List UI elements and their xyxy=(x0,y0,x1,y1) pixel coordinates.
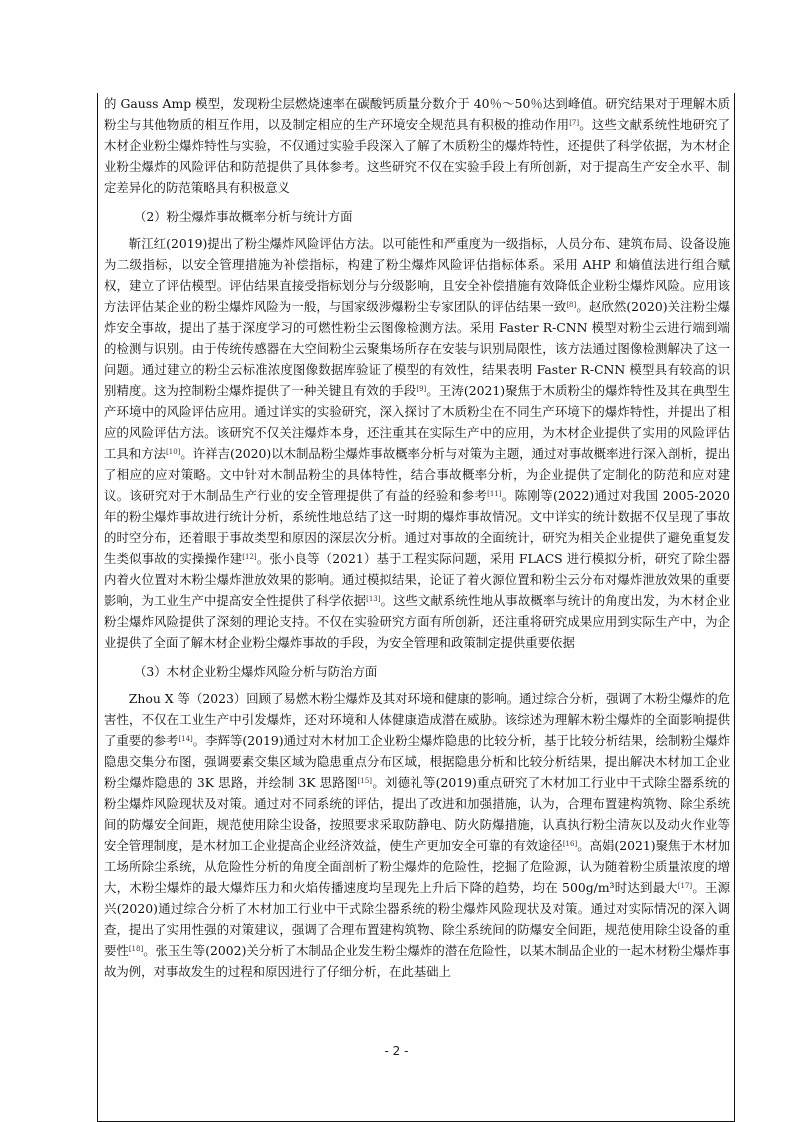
citation-marker: [8] xyxy=(566,301,577,309)
citation-marker: [16] xyxy=(562,840,578,848)
citation-marker: [18] xyxy=(128,945,144,953)
body-paragraph xyxy=(104,688,730,982)
body-paragraph xyxy=(104,233,730,653)
text-run: 靳江红(2019)提出了粉尘爆炸风险评估方法。以可能性和严重度为一级指标，人员分布、建筑布局、设备设施为二级指标，以安全管理措施为补偿指标，构建了粉尘爆炸风险评估指标体系。采用 AHP 和熵值法进行组合赋权，建立了评估模型。评估结果直接受指标划分与分级影响，且安全补偿措施有效降低企业粉尘爆炸风险。应用该方法评估某企业的粉尘爆炸风险为一般，与国家级涉爆粉尘专家团队的评估结果一致 xyxy=(104,236,730,314)
citation-marker: [13] xyxy=(366,595,381,603)
document-body xyxy=(104,93,730,982)
text-run: （3）木材企业粉尘爆炸风险分析与防治方面 xyxy=(134,664,378,679)
text-run: 。这些文献系统性地研究了木材企业粉尘爆炸特性与实验，不仅通过实验手段深入了解了木质粉尘的爆炸特性，还提供了科学依据，为木材企业粉尘爆炸的风险评估和防范提供了具体参考。这些研究不仅在实验手段上有所创新，对于提高生产安全水平、制定差异化的防范策略具有积极意义 xyxy=(104,117,731,195)
text-run: 的 Gauss Amp 模型，发现粉尘层燃烧速率在碳酸钙质量分数介于 40％～50％达到峰值。研究结果对于理解木质粉尘与其他物质的相互作用，以及制定相应的生产环境安全规范具有积极的推动作用 xyxy=(104,96,730,132)
text-run: 。李辉等(2019)通过对木材加工企业粉尘爆炸隐患的比较分析，基于比较分析结果，绘制粉尘爆炸隐患交集分布图，强调要素交集区域为隐患重点分布区域，根据隐患分析和比较分析结果，提出解决木材加工企业粉尘爆炸隐患的 3K 思路，并绘制 3K 思路图 xyxy=(104,733,731,790)
text-run: 。王源兴(2020)通过综合分析了木材加工行业中干式除尘器系统的粉尘爆炸风险现状及对策。通过对实际情况的深入调查，提出了实用性强的对策建议，强调了合理布置建构筑物、除尘系统间的防爆安全间距，规范使用除尘设备的重要性 xyxy=(104,880,730,958)
citation-marker: [11] xyxy=(487,490,502,498)
text-run: 。这些文献系统性地从事故概率与统计的角度出发，为木材企业粉尘爆炸风险提供了深刻的理论支持。不仅在实验研究方面有所创新，还注重将研究成果应用到实际生产中，为企业提供了全面了解木材企业粉尘爆炸事故的手段，为安全管理和政策制定提供重要依据 xyxy=(104,593,730,650)
text-run: （2）粉尘爆炸事故概率分析与统计方面 xyxy=(134,209,353,224)
text-run: 。张小良等（2021）基于工程实际问题，采用 FLACS 进行模拟分析，研究了除尘器内着火位置对木粉尘爆炸泄放效果的影响。通过模拟结果，论证了着火源位置和粉尘云分布对爆炸泄放效果的重要影响，为工业生产中提高安全性提供了科学依据 xyxy=(104,551,731,608)
text-run: 。许祥吉(2020)以木制品粉尘爆炸事故概率分析与对策为主题，通过对事故概率进行深入剖析，提出了相应的应对策略。文中针对木制品粉尘的具体特性，结合事故概率分析，为企业提供了定制化的防范和应对建议。该研究对于木制品生产行业的安全管理提供了有益的经验和参考 xyxy=(104,446,731,503)
text-run: 。张玉生等(2002)关分析了木制品企业发生粉尘爆炸的潜在危险性，以某木制品企业的一起木材粉尘爆炸事故为例，对事故发生的过程和原因进行了仔细分析，在此基础上 xyxy=(104,943,731,979)
text-run: Zhou X 等（2023）回顾了易燃木粉尘爆炸及其对环境和健康的影响。通过综合分析，强调了木粉尘爆炸的危害性，不仅在工业生产中引发爆炸，还对环境和人体健康造成潜在威胁。该综述为理解木粉尘爆炸的全面影响提供了重要的参考 xyxy=(104,691,730,748)
text-run: 。赵欣然(2020)关注粉尘爆炸安全事故，提出了基于深度学习的可燃性粉尘云图像检测方法。采用 Faster R-CNN 模型对粉尘云进行端到端的检测与识别。由于传统传感器在大空间粉尘云聚集场所存在安装与识别局限性，该方法通过图像检测解决了这一问题。通过建立的粉尘云标准浓度图像数据库验证了模型的有效性，结果表明 Faster R-CNN 模型具有较高的识别精度。这为控制粉尘爆炸提供了一种关键且有效的手段 xyxy=(104,299,731,398)
citation-marker: [17] xyxy=(677,882,693,890)
citation-marker: [14] xyxy=(178,735,193,743)
citation-marker: [15] xyxy=(357,777,373,785)
citation-marker: [10] xyxy=(166,448,181,456)
page-number: - 2 - xyxy=(384,1044,409,1058)
citation-marker: [12] xyxy=(242,553,257,561)
text-run: 。刘德礼等(2019)重点研究了木材加工行业中干式除尘器系统的粉尘爆炸风险现状及对策。通过对不同系统的评估，提出了改进和加强措施，认为，合理布置建构筑物、除尘系统间的防爆安全间距，规范使用除尘设备，按照要求采取防静电、防火防爆措施，认真执行粉尘清灰以及动火作业等安全管理制度，是木材加工企业提高企业经济效益，使生产更加安全可靠的有效途径 xyxy=(104,775,730,853)
citation-marker: [7] xyxy=(569,119,580,127)
section-heading xyxy=(104,661,730,682)
section-heading xyxy=(104,206,730,227)
body-paragraph xyxy=(104,93,730,198)
text-run: 。王涛(2021)聚焦于木质粉尘的爆炸特性及其在典型生产环境中的风险评估应用。通过详实的实验研究，深入探讨了木质粉尘在不同生产环境下的爆炸特性，并提出了相应的风险评估方法。该研究不仅关注爆炸本身，还注重其在实际生产中的应用，为木材企业提供了实用的风险评估工具和方法 xyxy=(104,383,730,461)
text-run: 。陈刚等(2022)通过对我国 2005-2020 年的粉尘爆炸事故进行统计分析，系统性地总结了这一时期的爆炸事故情况。文中详实的统计数据不仅呈现了事故的时空分布，还着眼于事故类型和原因的深层次分析。通过对事故的全面统计，研究为相关企业提供了避免重复发生类似事故的实操操作建 xyxy=(104,488,730,566)
citation-marker: [9] xyxy=(416,385,427,393)
text-run: 。高娟(2021)聚焦于木材加工场所除尘系统，从危险性分析的角度全面剖析了粉尘爆炸的危险性，挖掘了危险源，认为随着粉尘质量浓度的增大，木粉尘爆炸的最大爆炸压力和火焰传播速度均呈现先上升后下降的趋势，均在 500g/m³时达到最大 xyxy=(104,838,731,895)
